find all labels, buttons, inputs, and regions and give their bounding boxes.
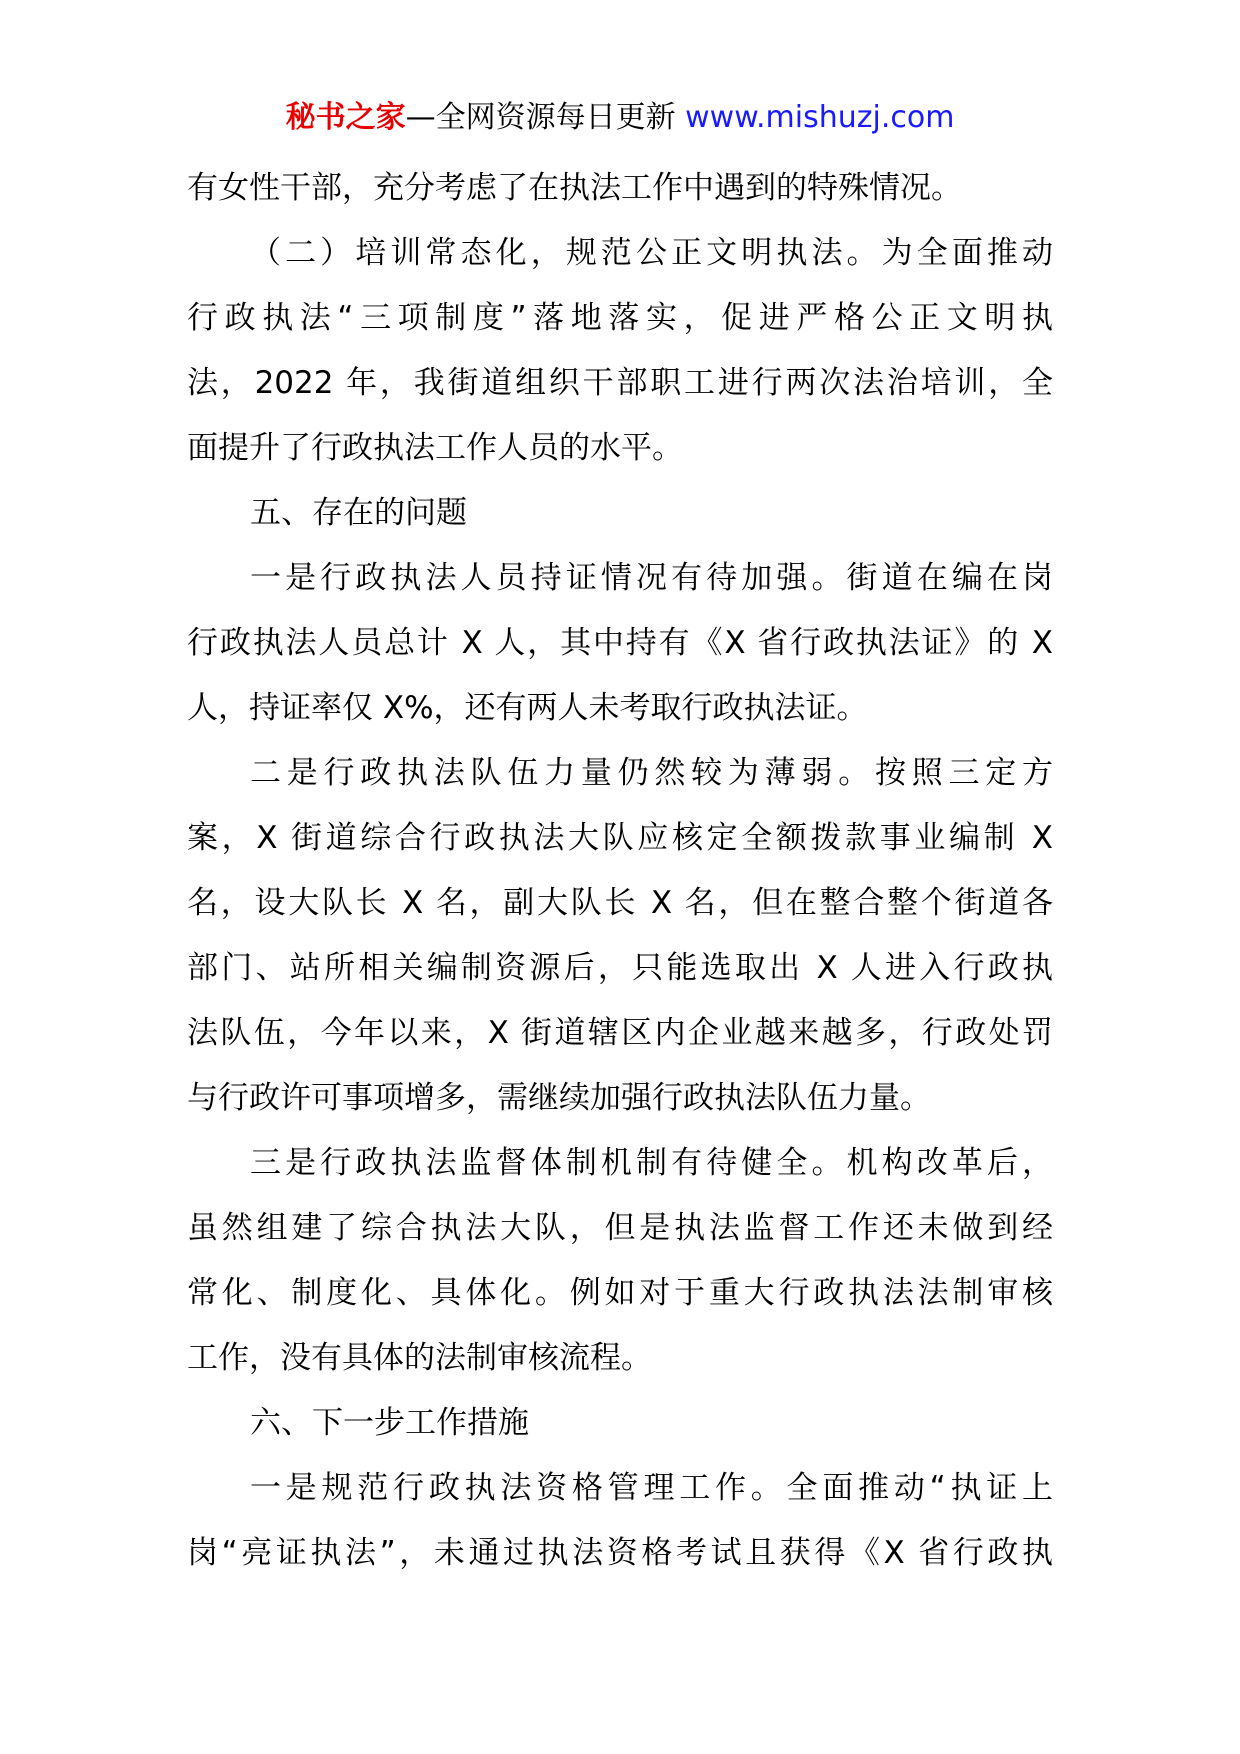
text-line: 人，持证率仅 X%，还有两人未考取行政执法证。 [187, 690, 868, 726]
section-heading: 六、下一步工作措施 [250, 1405, 529, 1441]
text-line: 部门、站所相关编制资源后，只能选取出 X 人进入行政执 [187, 950, 1053, 986]
text-line: 二是行政执法队伍力量仍然较为薄弱。按照三定方 [250, 755, 1053, 791]
text-line: 三是行政执法监督体制机制有待健全。机构改革后， [250, 1145, 1053, 1181]
text-line: 行政执法人员总计 X 人，其中持有《X 省行政执法证》的 X [187, 625, 1053, 661]
site-url[interactable]: www.mishuzj.com [685, 100, 955, 135]
text-line: 虽然组建了综合执法大队，但是执法监督工作还未做到经 [187, 1210, 1053, 1246]
text-line: 常化、制度化、具体化。例如对于重大行政执法法制审核 [187, 1275, 1053, 1311]
text-line: 名，设大队长 X 名，副大队长 X 名，但在整合整个街道各 [187, 885, 1053, 921]
watermark-header [0, 98, 1240, 138]
text-line: 面提升了行政执法工作人员的水平。 [187, 430, 683, 466]
document-body [187, 156, 1053, 1586]
text-line: 法，2022 年，我街道组织干部职工进行两次法治培训，全 [187, 365, 1053, 401]
site-tagline: —全网资源每日更新 [405, 100, 686, 135]
text-line: 有女性干部，充分考虑了在执法工作中遇到的特殊情况。 [187, 170, 962, 206]
section-heading: 五、存在的问题 [250, 495, 467, 531]
text-line: 岗“亮证执法”，未通过执法资格考试且获得《X 省行政执 [187, 1535, 1053, 1571]
text-line: 与行政许可事项增多，需继续加强行政执法队伍力量。 [187, 1080, 931, 1116]
text-line: 行政执法“三项制度”落地落实，促进严格公正文明执 [187, 300, 1053, 336]
text-line: 一是行政执法人员持证情况有待加强。街道在编在岗 [250, 560, 1053, 596]
site-brand: 秘书之家 [285, 100, 406, 135]
text-line: 一是规范行政执法资格管理工作。全面推动“执证上 [250, 1470, 1053, 1506]
text-line: 案，X 街道综合行政执法大队应核定全额拨款事业编制 X [187, 820, 1053, 856]
text-line: 工作，没有具体的法制审核流程。 [187, 1340, 652, 1376]
section-heading-paragraph: （二）培训常态化，规范公正文明执法。为全面推动 [250, 235, 1053, 271]
text-line: 法队伍，今年以来，X 街道辖区内企业越来越多，行政处罚 [187, 1015, 1053, 1051]
